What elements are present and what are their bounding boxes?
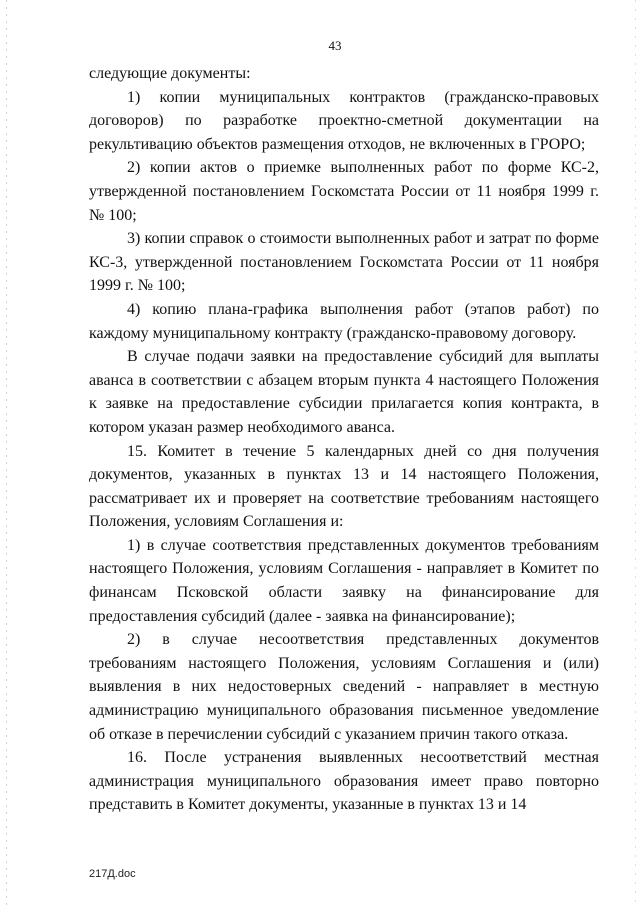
paragraph-item-3: 3) копии справок о стоимости выполненных работ и затрат по форме КС-3, утвержденной постановлением Госкомстата России от 11 ноября 1999 г. № 100; bbox=[89, 230, 599, 295]
paragraph-item-1: 1) копии муниципальных контрактов (гражданско-правовых договоров) по разработке проектно-сметной документации на рекультивацию объектов размещения отходов, не включенных в ГРОРО; bbox=[89, 88, 599, 153]
scan-left-edge bbox=[6, 0, 7, 905]
paragraph-item-4: 4) копию плана-графика выполнения работ (этапов работ) по каждому муниципальному контракту (гражданско-правовому договору. bbox=[89, 300, 599, 342]
paragraph-advance: В случае подачи заявки на предоставление субсидий для выплаты аванса в соответствии с абзацем вторым пункта 4 настоящего Положения к заявке на предоставление субсидии прилагается копия контракта, в котором указан размер необходимого аванса. bbox=[89, 348, 599, 436]
paragraph-15-item-2: 2) в случае несоответствия представленных документов требованиям настоящего Положения, условиям Соглашения и (или) выявления в них недостоверных сведений - направляет в местную администрацию муниципального образования письменное уведомление об отказе в перечислении субсидий с указанием причин такого отказа. bbox=[89, 631, 599, 743]
scan-right-edge bbox=[635, 0, 636, 905]
paragraph-16: 16. После устранения выявленных несоответствий местная администрация муниципального образования имеет право повторно представить в Комитет документы, указанные в пунктах 13 и 14 bbox=[89, 749, 599, 814]
page-number: 43 bbox=[328, 38, 342, 53]
footer-filename: 217Д.doc bbox=[89, 868, 136, 880]
paragraph-intro: следующие документы: bbox=[89, 65, 251, 82]
paragraph-item-2: 2) копии актов о приемке выполненных работ по форме КС-2, утвержденной постановлением Госкомстата России от 11 ноября 1999 г. № 100; bbox=[89, 159, 599, 224]
document-body bbox=[89, 62, 599, 817]
paragraph-15: 15. Комитет в течение 5 календарных дней со дня получения документов, указанных в пунктах 13 и 14 настоящего Положения, рассматривает их и проверяет на соответствие требованиям настоящего Положения, условиям Соглашения и: bbox=[89, 442, 599, 531]
paragraph-15-item-1: 1) в случае соответствия представленных документов требованиям настоящего Положения, условиям Соглашения - направляет в Комитет по финансам Псковской области заявку на финансирование для предоставления субсидий (далее - заявка на финансирование); bbox=[89, 536, 599, 625]
